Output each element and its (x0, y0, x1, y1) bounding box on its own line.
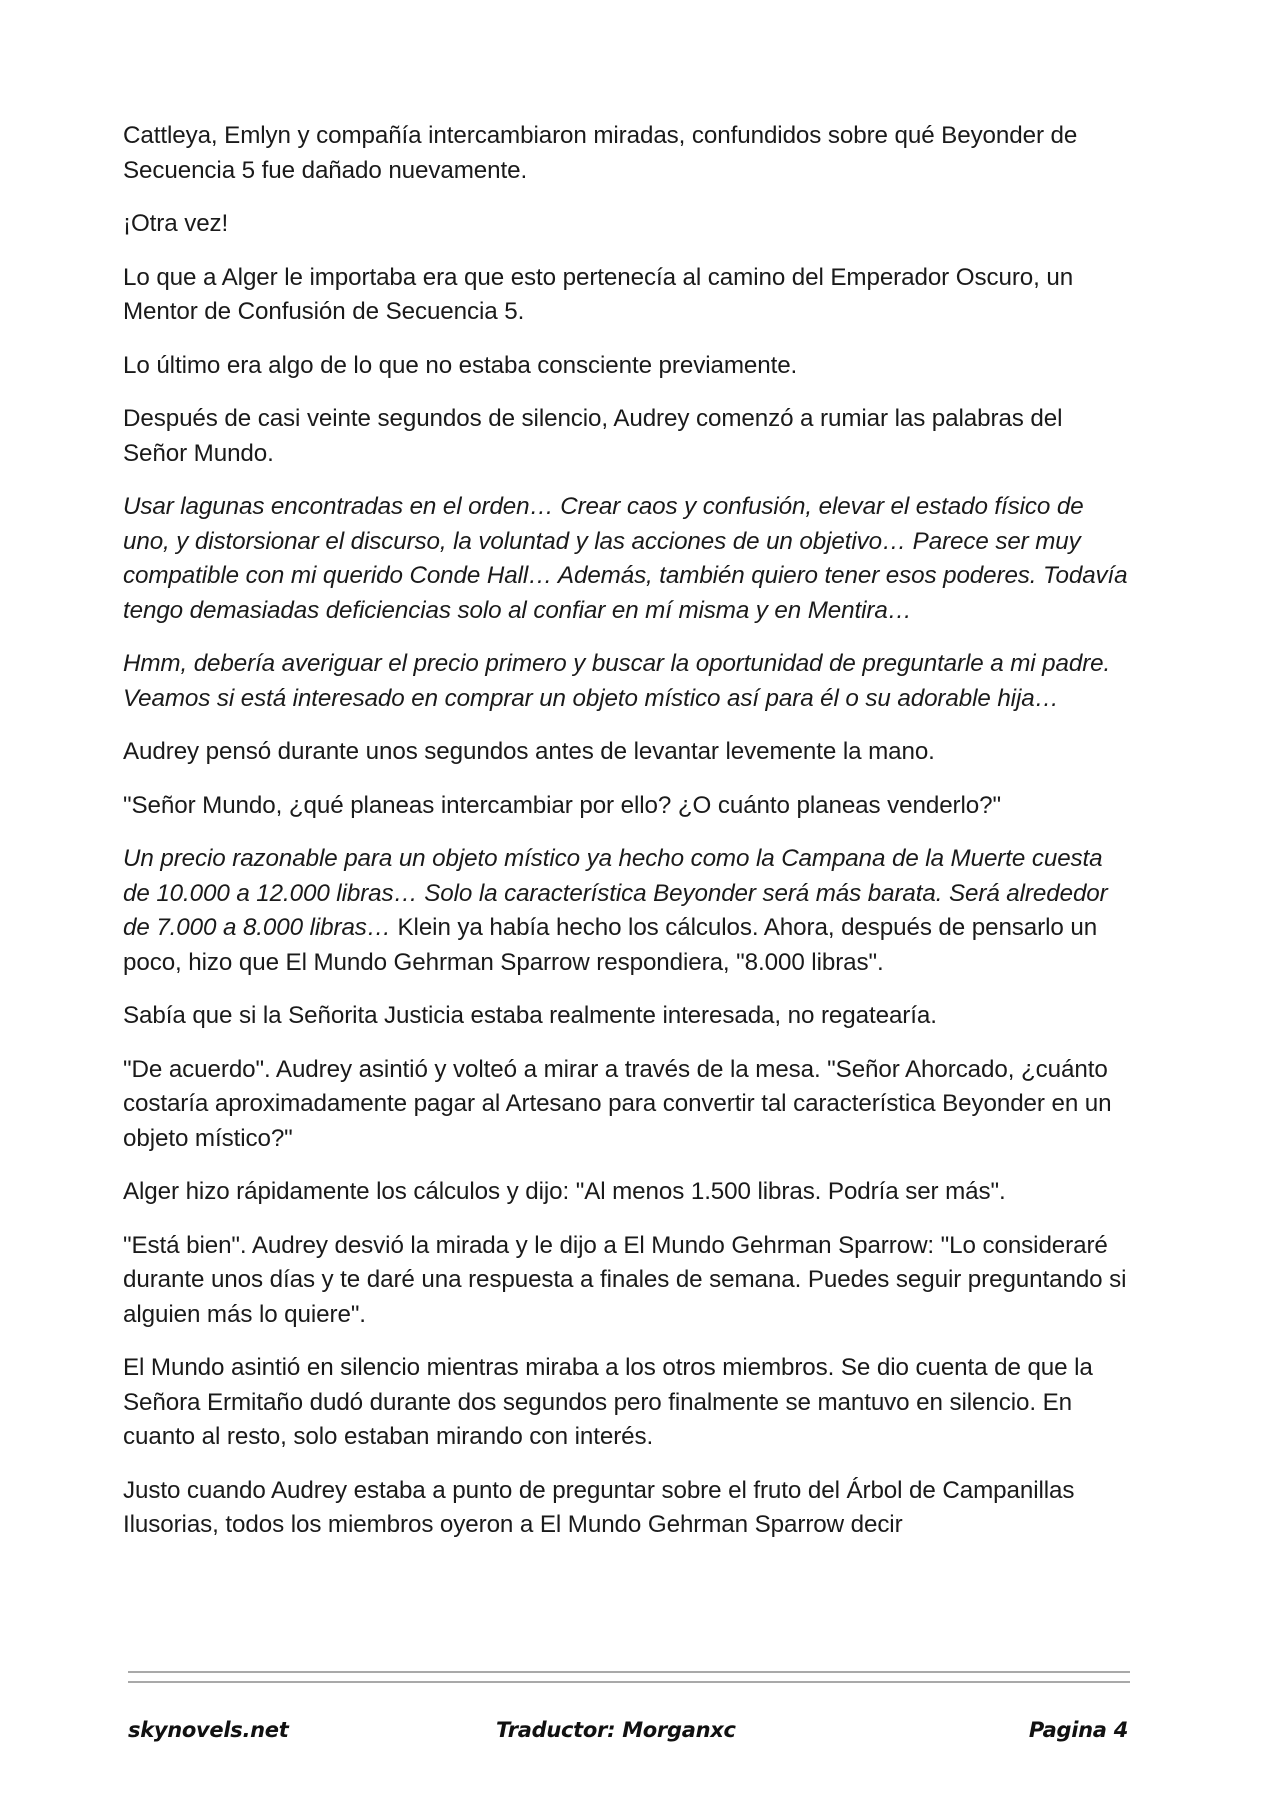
footer-page-number: Pagina 4 (1028, 1718, 1128, 1742)
paragraph-italic-thought: Usar lagunas encontradas en el orden… Crear caos y confusión, elevar el estado físico de uno, y distorsionar el discurso, la voluntad y las acciones de un objetivo… Parece ser muy compatible con mi querido Conde Hall… Además, también quiero tener esos poderes. Todavía tengo demasiadas deficiencias solo al confiar en mí misma y en Mentira… (123, 493, 1128, 624)
paragraph: Audrey pensó durante unos segundos antes de levantar levemente la mano. (123, 738, 935, 765)
italic-thought-span: Un precio razonable para un objeto místico ya hecho como la Campana de la Muerte cuesta de 10.000 a 12.000 libras… Solo la característica Beyonder será más barata. Será alrededor de 7.000 a 8.000 libras… (123, 845, 1108, 941)
paragraph: "Señor Mundo, ¿qué planeas intercambiar por ello? ¿O cuánto planeas venderlo?" (123, 791, 1001, 819)
paragraph-italic-thought: Hmm, debería averiguar el precio primero y buscar la oportunidad de preguntarle a mi padre. Veamos si está interesado en comprar un objeto místico así para él o su adorable hija… (123, 650, 1111, 712)
document-body (123, 119, 1133, 1562)
paragraph-mixed (123, 842, 1133, 980)
paragraph: Lo que a Alger le importaba era que esto pertenecía al camino del Emperador Oscuro, un Mentor de Confusión de Secuencia 5. (123, 263, 1074, 325)
footer-translator: Traductor: Morganxc (496, 1718, 736, 1742)
paragraph: Alger hizo rápidamente los cálculos y dijo: "Al menos 1.500 libras. Podría ser más". (123, 1178, 1006, 1205)
paragraph: "De acuerdo". Audrey asintió y volteó a mirar a través de la mesa. "Señor Ahorcado, ¿cuánto costaría aproximadamente pagar al Artesano para convertir tal característica Beyonder en un objeto místico?" (123, 1055, 1112, 1152)
paragraph: Justo cuando Audrey estaba a punto de preguntar sobre el fruto del Árbol de Campanillas Ilusorias, todos los miembros oyeron a El Mundo Gehrman Sparrow decir (123, 1476, 1075, 1538)
plain-text-span: Klein ya había hecho los cálculos. Ahora, después de pensarlo un poco, hizo que El Mundo Gehrman Sparrow respondiera, "8.000 libras". (123, 914, 1098, 976)
paragraph: El Mundo asintió en silencio mientras miraba a los otros miembros. Se dio cuenta de que la Señora Ermitaño dudó durante dos segundos pero finalmente se mantuvo en silencio. En cuanto al resto, solo estaban mirando con interés. (123, 1354, 1093, 1450)
paragraph: Cattleya, Emlyn y compañía intercambiaron miradas, confundidos sobre qué Beyonder de Secuencia 5 fue dañado nuevamente. (123, 122, 1078, 184)
paragraph: Sabía que si la Señorita Justicia estaba realmente interesada, no regatearía. (123, 1002, 937, 1029)
paragraph: ¡Otra vez! (123, 210, 229, 237)
footer-divider (128, 1671, 1130, 1673)
footer-divider (128, 1681, 1130, 1683)
paragraph: Lo último era algo de lo que no estaba consciente previamente. (123, 351, 798, 379)
paragraph: "Está bien". Audrey desvió la mirada y le dijo a El Mundo Gehrman Sparrow: "Lo consideraré durante unos días y te daré una respuesta a finales de semana. Puedes seguir preguntando si alguien más lo quiere". (123, 1231, 1127, 1328)
page-footer (128, 1718, 1128, 1752)
footer-site: skynovels.net (128, 1718, 289, 1742)
paragraph: Después de casi veinte segundos de silencio, Audrey comenzó a rumiar las palabras del Señor Mundo. (123, 405, 1063, 467)
